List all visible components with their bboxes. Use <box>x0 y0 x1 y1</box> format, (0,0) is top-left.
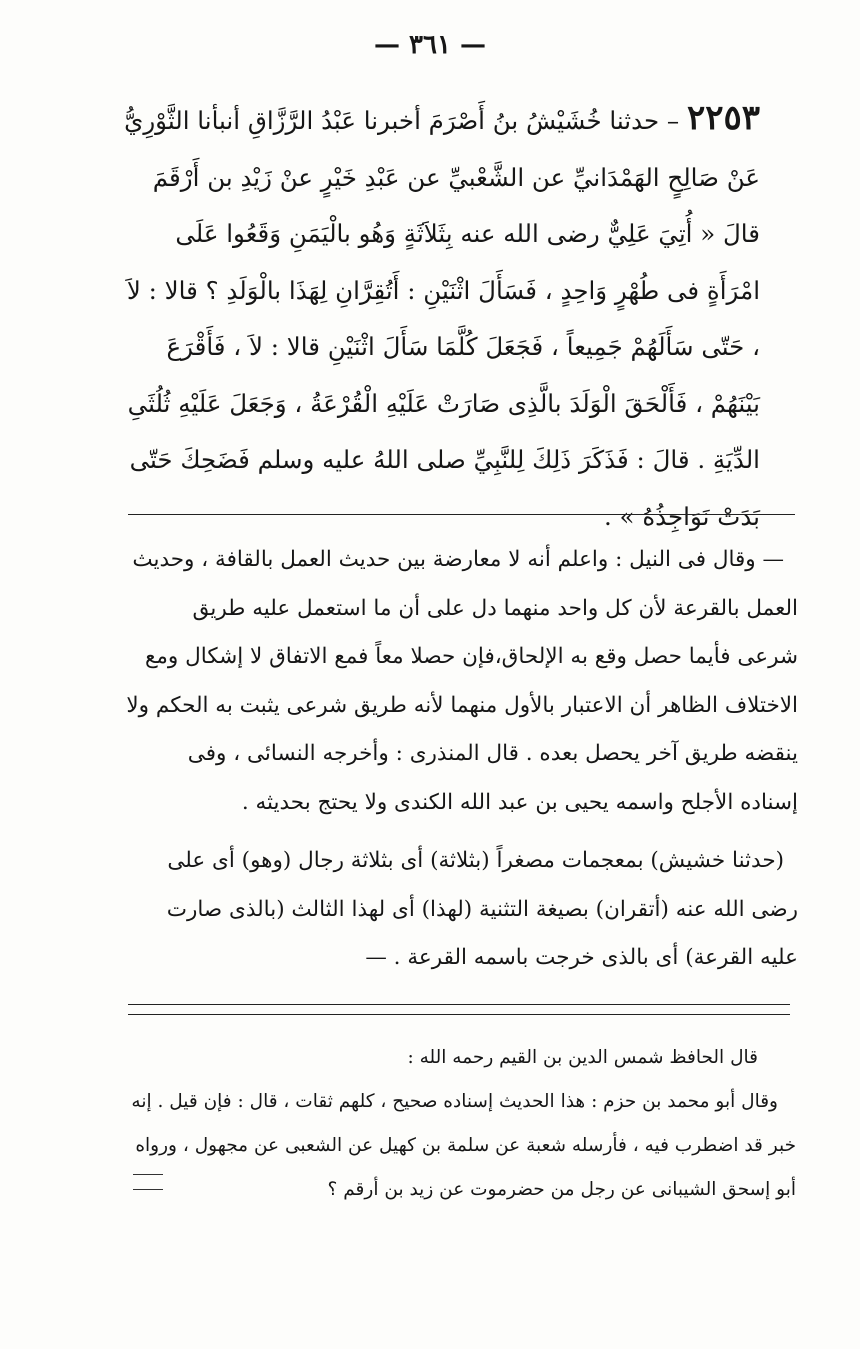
ibn-qayyim-heading: قال الحافظ شمس الدين بن القيم رحمه الله : <box>407 1047 758 1068</box>
commentary-paragraph-nayl: — وقال فى النيل : واعلم أنه لا معارضة بين حديث العمل بالقافة ، وحديث العمل بالقرعة لأن كل واحد منهما دل على أن ما استعمل عليه طريق شرعى فأيما حصل وقع به الإلحاق،فإن حصلا معاً فمع الاتفاق لا إشكال ومع الاختلاف الظاهر أن الاعتبار بالأول منهما لأنه طريق شرعى يثبت به الحكم ولا ينقضه طريق آخر يحصل بعده . قال المنذرى : وأخرجه النسائى ، وفى إسناده الأجلح واسمه يحيى بن عبد الله الكندى ولا يحتج بحديثه . <box>126 547 798 815</box>
section-divider <box>128 514 795 515</box>
section-divider-double-top <box>128 1004 790 1005</box>
ibn-qayyim-block <box>124 1036 796 1212</box>
commentary-block <box>126 536 798 983</box>
hadith-number: ٢٢٥٣ <box>686 98 760 138</box>
commentary-paragraph-gloss: (حدثنا خشيش) بمعجمات مصغراً (بثلاثة) أى بثلاثة رجال (وهو) أى على رضى الله عنه (أتقران) بصيغة التثنية (لهذا) أى لهذا الثالث (بالذى صارت عليه القرعة) أى بالذى خرجت باسمه القرعة . — <box>166 848 798 970</box>
section-divider-double-bottom <box>128 1014 790 1015</box>
hadith-block <box>120 90 760 545</box>
ibn-qayyim-text: وقال أبو محمد بن حزم : هذا الحديث إسناده صحيح ، كلهم ثقات ، قال : فإن قيل . إنه خبر قد اضطرب فيه ، فأرسله شعبة عن سلمة بن كهيل عن الشعبى عن مجهول ، ورواه أبو إسحق الشيبانى عن رجل من حضرموت عن زيد بن أرقم ؟ <box>131 1091 796 1200</box>
continuation-mark <box>133 1174 163 1190</box>
hadith-text: – حدثنا خُشَيْشُ بنُ أَصْرَمَ أخبرنا عَبْدُ الرَّزَّاقِ أنبأنا الثَّوْرِيُّ عَنْ صَالِحٍ الهَمْدَانيِّ عن الشَّعْبيِّ عن عَبْدِ خَيْرٍ عنْ زَيْدِ بن أَرْقَمَ قالَ « أُتِيَ عَلِيٌّ رضى الله عنه بِثَلاَثَةٍ وَهُو بالْيَمَنِ وَقَعُوا عَلَى امْرَأَةٍ فى طُهْرٍ وَاحِدٍ ، فَسَأَلَ اثْنَيْنِ : أَتُقِرَّانِ لِهَذَا بالْوَلَدِ ؟ قالا : لاَ ، حَتّى سَأَلَهُمْ جَمِيعاً ، فَجَعَلَ كُلَّمَا سَأَلَ اثْنَيْنِ قالا : لاَ ، فَأَقْرَعَ بَيْنَهُمْ ، فَأَلْحَقَ الْوَلَدَ بالَّذِى صَارَتْ عَلَيْهِ الْقُرْعَةُ ، وَجَعَلَ عَلَيْهِ ثُلُثَىِ الدِّيَةِ . قالَ : فَذَكَرَ ذَلِكَ لِلنَّبِيِّ صلى اللهُ عليه وسلم فَضَحِكَ حَتّى بَدَتْ نَوَاجِذُهُ » . <box>124 106 760 531</box>
page-number: — ٣٦١ — <box>373 30 487 60</box>
